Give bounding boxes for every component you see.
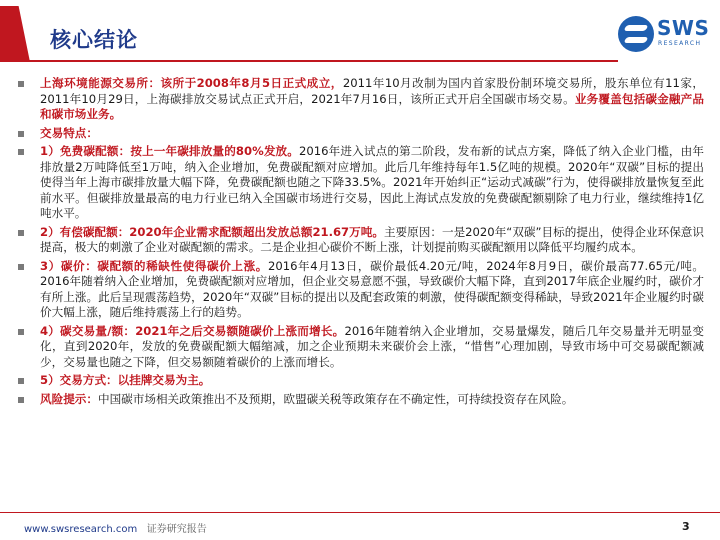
square-bullet-icon <box>18 378 24 384</box>
list-item <box>14 373 704 389</box>
list-item <box>14 225 704 256</box>
square-bullet-icon <box>18 149 24 155</box>
list-item <box>14 144 704 222</box>
highlight-text: 3）碳价：碳配额的稀缺性使得碳价上涨。 <box>40 258 268 273</box>
body-text: 2011年10月改制为国内首家股份制环境交易所，股东单位有11家，2011年10月29日，上海碳排放交易试点正式开启，2021年7月16日，该所正式开启全国碳市场交易。 <box>40 76 705 106</box>
highlight-text: 1）免费碳配额：按上一年碳排放量的80%发放。 <box>40 144 300 158</box>
highlight-text: 风险提示： <box>40 391 98 406</box>
body-text: 2016年进入试点的第二阶段，发布新的试点方案，降低了纳入企业门槛，由年排放量2万吨降低至1万吨，纳入企业增加，免费碳配额对应增加。此后几年维持每年1.5亿吨的规模。2020年“双碳”目标的提出使得当年上海市碳排放量大幅下降，免费碳配额也随之下降33.5%。2021年开始纠正“运动式减碳”行为，使得碳排放量恢复至此前水平。但碳排放量最高的电力行业已纳入全国碳市场进行交易，因此上海试点发放的免费碳配额剔除了电力行业，继续维持1亿吨水平。 <box>40 144 704 220</box>
list-item <box>14 392 704 408</box>
body-text: 2016年随着纳入企业增加，交易量爆发，随后几年交易量并无明显变化，直到2020年，发放的免费碳配额大幅缩减，加之企业预期未来碳价会上涨，“惜售”心理加剧，导致市场中可交易碳配额减少，交易量也随之下降，但交易额随着碳价的上涨而增长。 <box>40 323 704 369</box>
list-item <box>14 126 704 142</box>
highlight-text: 2）有偿碳配额：2020年企业需求配额超出发放总额21.67万吨。 <box>40 224 384 239</box>
body-text: 中国碳市场相关政策推出不及预期，欧盟碳关税等政策存在不确定性，可持续投资存在风险。 <box>97 391 574 406</box>
square-bullet-icon <box>18 329 24 335</box>
list-item <box>14 76 704 123</box>
body-text: 2016年4月13日，碳价最低4.20元/吨，2024年8月9日，碳价最高77.65元/吨。2016年随着纳入企业增加，免费碳配额对应增加，但企业交易意愿不强，导致碳价大幅下降，直到2017年底企业履约时，碳价才有所上涨。此后呈现震荡趋势，2020年“双碳”目标的提出以及配套政策的刺激，使得碳配额变得稀缺，导致2021年企业履约时碳价大幅上涨，随后维持震荡上行的趋势。 <box>40 258 704 319</box>
sws-logo <box>618 16 710 52</box>
page-title: 核心结论 <box>50 28 138 52</box>
footer-divider <box>0 512 720 513</box>
square-bullet-icon <box>18 264 24 270</box>
header-underline <box>28 60 618 62</box>
highlight-text: 交易特点： <box>40 125 98 140</box>
square-bullet-icon <box>18 131 24 137</box>
square-bullet-icon <box>18 81 24 87</box>
page-number: 3 <box>682 520 690 533</box>
sws-logo-icon <box>618 16 654 52</box>
footer-label: 证券研究报告 <box>146 524 207 535</box>
footer-source <box>24 520 207 535</box>
highlight-text: 业务覆盖包括碳金融产品和碳市场业务。 <box>40 91 704 121</box>
list-item <box>14 259 704 321</box>
body-text: 主要原因：一是2020年“双碳”目标的提出，使得企业环保意识提高，极大的刺激了企业对碳配额的需求。二是企业担心碳价不断上涨，计划提前购买碳配额用以降低平均履约成本。 <box>40 224 704 254</box>
list-item <box>14 324 704 371</box>
footer-url[interactable]: www.swsresearch.com <box>24 524 138 535</box>
bullet-list <box>14 76 704 410</box>
highlight-text: 4）碳交易量/额：2021年之后交易额随碳价上涨而增长。 <box>40 323 345 338</box>
logo-brand-text: SWS <box>657 16 710 40</box>
red-accent-bar <box>0 6 30 62</box>
highlight-text: 上海环境能源交易所：该所于2008年8月5日正式成立， <box>40 76 343 90</box>
square-bullet-icon <box>18 397 24 403</box>
highlight-text: 5）交易方式：以挂牌交易为主。 <box>40 373 211 387</box>
square-bullet-icon <box>18 230 24 236</box>
logo-sub-text: RESEARCH <box>658 40 702 47</box>
slide-header <box>0 0 720 70</box>
